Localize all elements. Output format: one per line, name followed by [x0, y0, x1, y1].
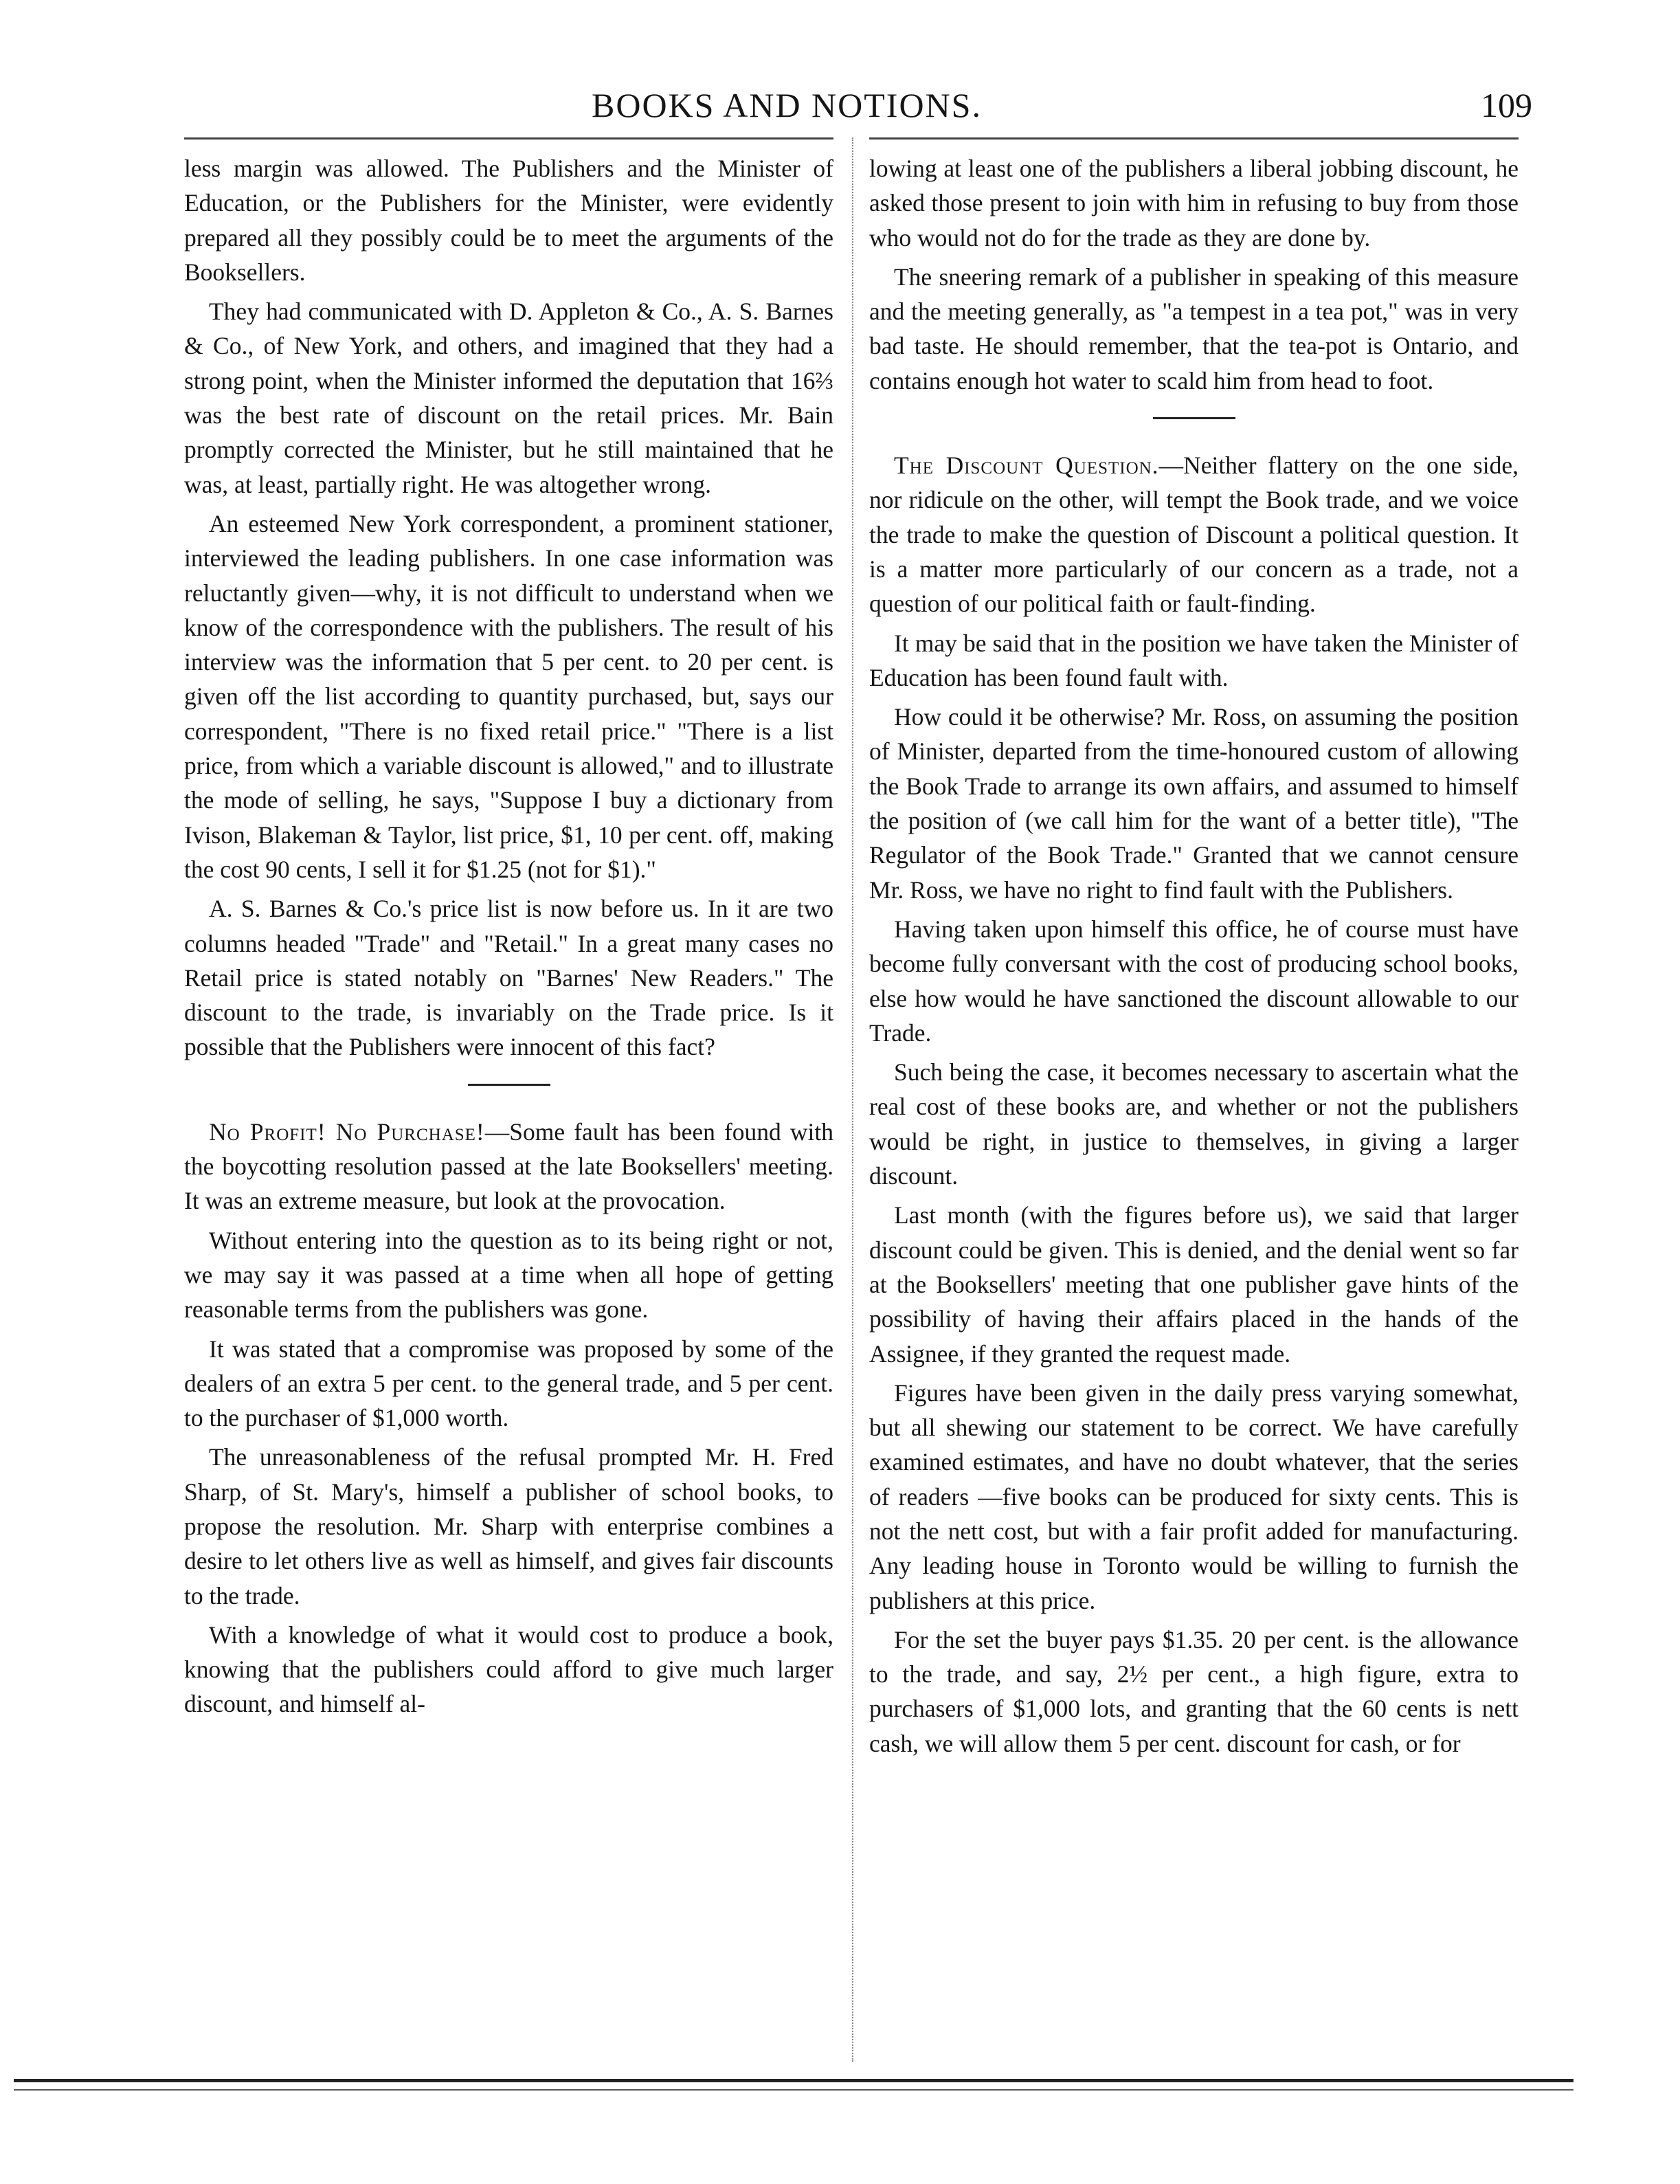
- paragraph: The sneering remark of a publisher in speaking of this measure and the meeting generally, as "a tempest in a tea pot," was in very bad taste. He should remember, that the tea-pot is Ontario, and contains enough hot water to scald him from head to foot.: [869, 263, 1519, 394]
- right-column: [869, 151, 1519, 2048]
- top-rule-left: [184, 137, 833, 140]
- section-divider: [468, 1084, 550, 1086]
- paragraph: Without entering into the question as to its being right or not, we may say it was passed at a time when all hope of getting reasonable terms from the publishers was gone.: [184, 1226, 833, 1324]
- running-title: BOOKS AND NOTIONS.: [592, 86, 982, 124]
- paragraph: A. S. Barnes & Co.'s price list is now before us. In it are two columns headed "Trade" and "Retail." In a great many cases no Retail price is stated notably on "Barnes' New Readers." The discount to the trade, is invariably on the Trade price. Is it possible that the Publishers were innocent of this fact?: [184, 895, 833, 1061]
- paragraph: An esteemed New York correspondent, a prominent stationer, interviewed the leading publishers. In one case information was reluctantly given—why, it is not difficult to understand when we know of the correspondence with the publishers. The result of his interview was the information that 5 per cent. to 20 per cent. is given off the list according to quantity purchased, but, says our correspondent, "There is no fixed retail price." "There is a list price, from which a variable discount is allowed," and to illustrate the mode of selling, he says, "Suppose I buy a dictionary from Ivison, Blakeman & Taylor, list price, $1, 10 per cent. off, making the cost 90 cents, I sell it for $1.25 (not for $1).": [184, 509, 833, 883]
- bottom-rule: [14, 2079, 1573, 2082]
- column-gutter: [852, 137, 853, 2062]
- paragraph: Having taken upon himself this office, he of course must have become fully conversant with the cost of producing school books, else how would he have sanctioned the discount allowable to our Trade.: [869, 915, 1519, 1047]
- paragraph-text: —Some fault has been found with the boycotting resolution passed at the late Booksellers' meeting. It was an extreme measure, but look at the provocation.: [184, 1117, 833, 1215]
- paragraph-text: —Neither flattery on the one side, nor ridicule on the other, will tempt the Book trade, and we voice the trade to make the question of Discount a political question. It is a matter more particularly of our concern as a trade, not a question of our political faith or fault-finding.: [869, 452, 1519, 618]
- paragraph: Such being the case, it becomes necessary to ascertain what the real cost of these books are, and whether or not the publishers would be right, in justice to themselves, in giving a larger discount.: [869, 1058, 1519, 1190]
- paragraph: It may be said that in the position we have taken the Minister of Education has been found fault with.: [869, 629, 1519, 691]
- paragraph: Last month (with the figures before us), we said that larger discount could be given. This is denied, and the denial went so far at the Booksellers' meeting that one publisher gave hints of the possibility of having their affairs placed in the hands of the Assignee, if they granted the request made.: [869, 1201, 1519, 1368]
- paragraph: For the set the buyer pays $1.35. 20 per cent. is the allowance to the trade, and say, 2½ per cent., a high figure, extra to purchasers of $1,000 lots, and granting that the 60 cents is nett cash, we will allow them 5 per cent. discount for cash, or for: [869, 1625, 1519, 1757]
- paragraph: It was stated that a compromise was proposed by some of the dealers of an extra 5 per cent. to the general trade, and 5 per cent. to the purchaser of $1,000 worth.: [184, 1335, 833, 1432]
- section-heading: The Discount Question.: [894, 452, 1159, 480]
- paragraph: [869, 448, 1519, 621]
- bottom-rule-thin: [14, 2089, 1573, 2091]
- page-header: [41, 81, 1532, 129]
- paragraph: The unreasonableness of the refusal prompted Mr. H. Fred Sharp, of St. Mary's, himself a publisher of school books, to propose the resolution. Mr. Sharp with enterprise combines a desire to let others live as well as himself, and gives fair discounts to the trade.: [184, 1443, 833, 1609]
- paragraph: How could it be otherwise? Mr. Ross, on assuming the position of Minister, departed from the time-honoured custom of allowing the Book Trade to arrange its own affairs, and assumed to himself the position of (we call him for the want of a better title), "The Regulator of the Book Trade." Granted that we cannot censure Mr. Ross, we have no right to find fault with the Publishers.: [869, 703, 1519, 904]
- section-divider: [1153, 417, 1235, 419]
- paragraph: Figures have been given in the daily press varying somewhat, but all shewing our statement to be correct. We have carefully examined estimates, and have no doubt whatever, that the series of readers —five books can be produced for sixty cents. This is not the nett cost, but with a fair profit added for manufacturing. Any leading house in Toronto would be willing to furnish the publishers at this price.: [869, 1379, 1519, 1614]
- left-column: [184, 151, 833, 2048]
- paragraph: [184, 1115, 833, 1218]
- section-heading: No Profit! No Purchase!: [209, 1117, 485, 1146]
- paragraph: With a knowledge of what it would cost to produce a book, knowing that the publishers could afford to give much larger discount, and himself al-: [184, 1620, 833, 1718]
- page-number: 109: [1481, 86, 1532, 124]
- paragraph: less margin was allowed. The Publishers and the Minister of Education, or the Publishers for the Minister, were evidently prepared all they possibly could be to meet the arguments of the Booksellers.: [184, 155, 833, 286]
- paragraph: lowing at least one of the publishers a liberal jobbing discount, he asked those present to join with him in refusing to buy from those who would not do for the trade as they are done by.: [869, 155, 1519, 252]
- top-rule-right: [869, 137, 1519, 140]
- paragraph: They had communicated with D. Appleton & Co., A. S. Barnes & Co., of New York, and others, and imagined that they had a strong point, when the Minister informed the deputation that 16⅔ was the best rate of discount on the retail prices. Mr. Bain promptly corrected the Minister, but he still maintained that he was, at least, partially right. He was altogether wrong.: [184, 298, 833, 498]
